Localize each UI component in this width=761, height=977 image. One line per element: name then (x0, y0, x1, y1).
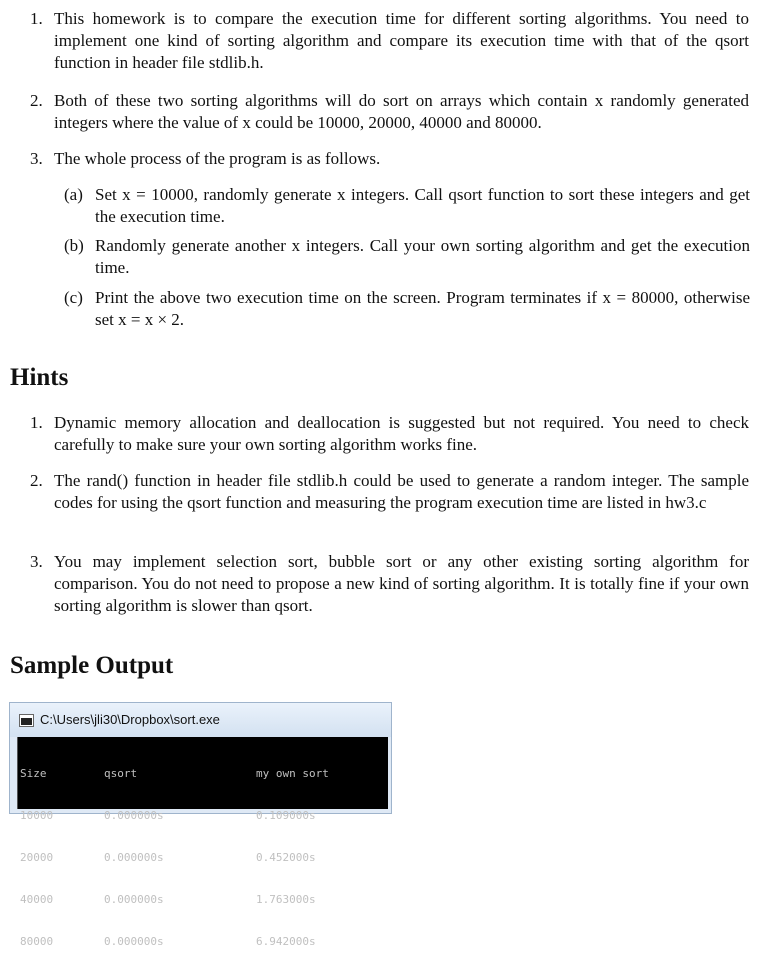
hint-text: You may implement selection sort, bubble sort or any other existing sorting algorithm for comparison. You do not need to propose a new kind of sorting algorithm. It is totally fine if your own sorting algorithm is slower than qsort. (54, 552, 749, 615)
qsort-header: qsort (104, 767, 138, 780)
size-header: Size (20, 767, 47, 780)
hint-number: 1. (30, 413, 43, 432)
size-cell: 10000 (20, 809, 54, 822)
item-number: 3. (30, 149, 43, 168)
sub-item-text: Randomly generate another x integers. Call your own sorting algorithm and get the execution time. (95, 236, 750, 277)
console-app-icon (19, 714, 34, 727)
console-title-bar[interactable] (10, 703, 391, 737)
hint-text: Dynamic memory allocation and deallocation is suggested but not required. You need to check carefully to make sure your own sorting algorithm works fine. (54, 413, 749, 454)
size-cell: 80000 (20, 935, 54, 948)
item-number: 2. (30, 91, 43, 110)
console-output (17, 737, 388, 948)
qsort-cell: 0.000000s (104, 809, 164, 822)
console-window (9, 702, 392, 948)
qsort-cell: 0.000000s (104, 935, 164, 948)
sub-item-text: Set x = 10000, randomly generate x integers. Call qsort function to sort these integers and get the execution time. (95, 185, 750, 226)
sample-output-heading: Sample Output (10, 652, 174, 679)
item-text: The whole process of the program is as follows. (54, 149, 381, 168)
size-cell: 40000 (20, 893, 54, 906)
qsort-cell: 0.000000s (104, 851, 164, 864)
hint-number: 2. (30, 471, 43, 490)
item-number: 1. (30, 9, 43, 28)
my-sort-column (256, 739, 329, 977)
sub-item-label: (c) (64, 288, 83, 307)
my-sort-cell: 0.452000s (256, 851, 316, 864)
my-sort-cell: 6.942000s (256, 935, 316, 948)
hints-heading: Hints (10, 364, 69, 391)
sub-item-label: (a) (64, 185, 83, 204)
my-sort-cell: 0.109000s (256, 809, 316, 822)
qsort-column (104, 739, 164, 977)
qsort-cell: 0.000000s (104, 893, 164, 906)
item-text: This homework is to compare the execution time for different sorting algorithms. You need to implement one kind of sorting algorithm and compare its execution time with that of the qsort function in header file stdlib.h. (54, 9, 749, 72)
sub-item-text: Print the above two execution time on the screen. Program terminates if x = 80000, otherwise set x = x × 2. (95, 288, 750, 329)
console-title: C:\Users\jli30\Dropbox\sort.exe (40, 712, 220, 727)
hint-text: The rand() function in header file stdlib.h could be used to generate a random integer. The sample codes for using the qsort function and measuring the program execution time are listed in hw3.c (54, 471, 749, 512)
my-sort-cell: 1.763000s (256, 893, 316, 906)
size-column (20, 739, 60, 977)
item-text: Both of these two sorting algorithms will do sort on arrays which contain x randomly generated integers where the value of x could be 10000, 20000, 40000 and 80000. (54, 91, 749, 132)
size-cell: 20000 (20, 851, 54, 864)
sub-item-label: (b) (64, 236, 84, 255)
my-sort-header: my own sort (256, 767, 329, 780)
hint-number: 3. (30, 552, 43, 571)
